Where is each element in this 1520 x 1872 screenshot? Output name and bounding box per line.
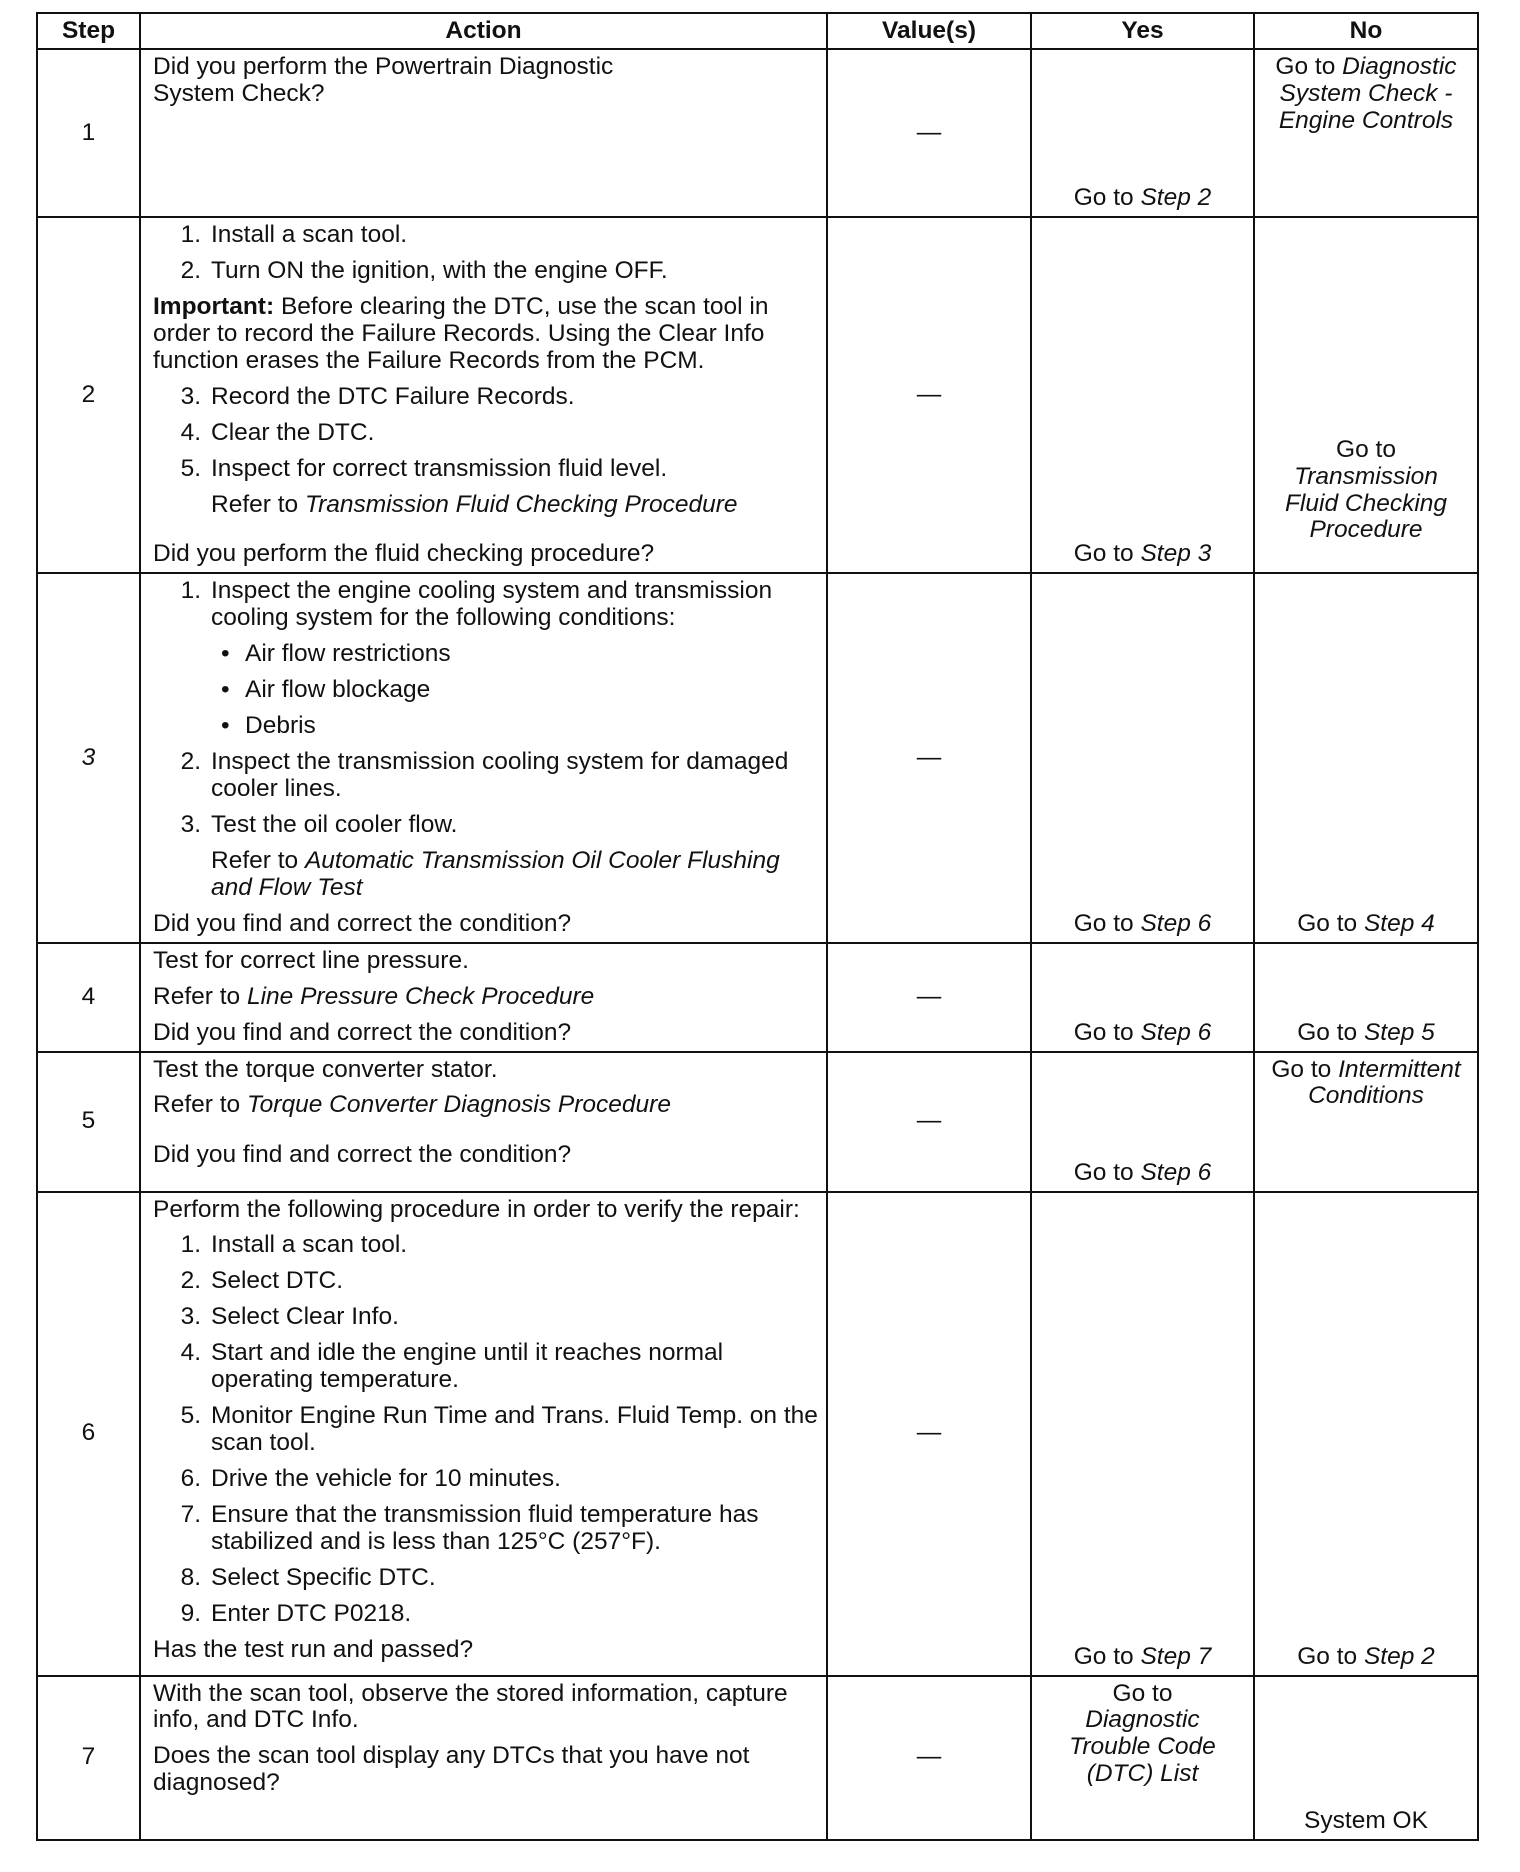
value-cell: — [827, 217, 1031, 573]
value-cell: — [827, 1192, 1031, 1676]
yes-link[interactable]: Diagnostic Trouble Code (DTC) List [1069, 1706, 1216, 1788]
table-row [37, 943, 1478, 1052]
yes-result: Go to Step 7 [1073, 1642, 1212, 1670]
yes-link[interactable]: Step 6 [1140, 909, 1212, 937]
no-result: System OK [1304, 1806, 1428, 1834]
no-link[interactable]: Intermittent Conditions [1308, 1055, 1461, 1110]
no-result: Go to Intermittent Conditions [1271, 1055, 1461, 1110]
action-item: 2. Turn ON the ignition, with the engine OFF. [180, 256, 668, 284]
action-line: With the scan tool, observe the stored information, capture info, and DTC Info. [153, 1679, 788, 1734]
yes-cell [1031, 943, 1254, 1052]
action-cell [140, 49, 827, 217]
table-row [37, 1052, 1478, 1192]
step-number: 3 [37, 573, 140, 942]
value-cell: — [827, 573, 1031, 942]
action-item: 9. Enter DTC P0218. [180, 1599, 412, 1627]
action-item: 1. Inspect the engine cooling system and transmission cooling system for the following conditions: [180, 577, 773, 632]
header-action: Action [140, 13, 827, 49]
yes-link[interactable]: Step 2 [1140, 184, 1212, 212]
no-result: Go to Step 5 [1297, 1018, 1435, 1046]
no-link[interactable]: Transmission Fluid Checking Procedure [1284, 462, 1448, 544]
no-link[interactable]: Step 2 [1363, 1642, 1435, 1670]
step-number: 4 [37, 943, 140, 1052]
refer-line: Refer to Transmission Fluid Checking Procedure [211, 490, 738, 518]
action-question: Does the scan tool display any DTCs that you have not diagnosed? [153, 1742, 750, 1797]
action-item: 2. Inspect the transmission cooling system for damaged cooler lines. [180, 748, 789, 802]
action-question: Did you perform the fluid checking procedure? [153, 540, 655, 568]
yes-result: Go to Step 2 [1073, 184, 1212, 212]
refer-link[interactable]: Torque Converter Diagnosis Procedure [246, 1091, 671, 1119]
table-row [37, 1192, 1478, 1676]
header-step: Step [37, 13, 140, 49]
yes-cell [1031, 1676, 1254, 1840]
no-result: Go to Transmission Fluid Checking Procedure [1255, 437, 1477, 545]
value-cell: — [827, 943, 1031, 1052]
action-cell [140, 1052, 827, 1192]
action-item: 1. Install a scan tool. [180, 221, 408, 248]
action-item: 5. Monitor Engine Run Time and Trans. Fluid Temp. on the scan tool. [180, 1402, 818, 1457]
refer-line: Refer to Automatic Transmission Oil Cooler Flushing and Flow Test [211, 846, 780, 901]
action-item: 7. Ensure that the transmission fluid temperature has stabilized and is less than 125°C (257°F). [180, 1500, 759, 1555]
no-link[interactable]: Diagnostic System Check - Engine Controls [1278, 53, 1457, 134]
action-cell [140, 217, 827, 573]
no-link[interactable]: Step 4 [1363, 909, 1435, 937]
yes-cell [1031, 1192, 1254, 1676]
step-number: 5 [37, 1052, 140, 1192]
header-values: Value(s) [827, 13, 1031, 49]
yes-result: Go to Step 3 [1073, 540, 1212, 568]
table-row [37, 573, 1478, 942]
yes-cell [1031, 49, 1254, 217]
step-number: 6 [37, 1192, 140, 1676]
action-cell [140, 1676, 827, 1840]
no-link[interactable]: Step 5 [1363, 1018, 1435, 1046]
yes-result: Go to Step 6 [1073, 1018, 1212, 1046]
table-row [37, 49, 1478, 217]
action-line: Test for correct line pressure. [153, 946, 469, 974]
action-item: 3. Select Clear Info. [180, 1303, 399, 1331]
action-line: Test the torque converter stator. [153, 1055, 498, 1083]
yes-result: Go to Step 6 [1073, 909, 1212, 937]
no-cell [1254, 49, 1478, 217]
no-cell [1254, 573, 1478, 942]
header-no: No [1254, 13, 1478, 49]
no-result: Go to Step 2 [1297, 1642, 1435, 1670]
action-item: 4. Clear the DTC. [180, 418, 375, 446]
action-question: Has the test run and passed? [153, 1635, 474, 1663]
step-number: 1 [37, 49, 140, 217]
step-number: 2 [37, 217, 140, 573]
yes-link[interactable]: Step 6 [1140, 1018, 1212, 1046]
value-cell: — [827, 49, 1031, 217]
action-item: 2. Select DTC. [180, 1267, 344, 1295]
action-bullet: • Air flow restrictions [221, 640, 451, 668]
table-row [37, 1676, 1478, 1840]
no-cell [1254, 217, 1478, 573]
refer-link[interactable]: Automatic Transmission Oil Cooler Flushing and Flow Test [211, 846, 780, 901]
yes-result: Go to Step 6 [1073, 1158, 1212, 1186]
value-cell: — [827, 1676, 1031, 1840]
action-cell [140, 1192, 827, 1676]
action-item: 5. Inspect for correct transmission fluid level. [180, 454, 668, 482]
refer-link[interactable]: Line Pressure Check Procedure [246, 982, 595, 1010]
yes-cell [1031, 573, 1254, 942]
no-cell [1254, 1192, 1478, 1676]
refer-link[interactable]: Transmission Fluid Checking Procedure [304, 490, 738, 518]
action-question: Did you find and correct the condition? [153, 1141, 572, 1169]
no-result: Go to Step 4 [1297, 909, 1435, 937]
action-item: 1. Install a scan tool. [180, 1231, 408, 1259]
action-item: 3. Record the DTC Failure Records. [180, 382, 575, 410]
refer-line: Refer to Torque Converter Diagnosis Procedure [153, 1091, 671, 1119]
no-cell [1254, 1676, 1478, 1840]
yes-result: Go to Diagnostic Trouble Code (DTC) List [1032, 1677, 1253, 1789]
action-bullet: • Debris [221, 712, 316, 740]
action-cell [140, 943, 827, 1052]
step-number: 7 [37, 1676, 140, 1840]
action-question: Did you find and correct the condition? [153, 1018, 572, 1046]
important-note: Important: Before clearing the DTC, use the scan tool in order to record the Failure Records. Using the Clear Info function erases the Failure Records from the PCM. [153, 292, 769, 374]
refer-line: Refer to Line Pressure Check Procedure [153, 982, 595, 1010]
action-question: Did you find and correct the condition? [153, 909, 572, 937]
diagnostic-table [36, 12, 1479, 1841]
yes-link[interactable]: Step 6 [1140, 1158, 1212, 1186]
action-item: 8. Select Specific DTC. [180, 1563, 436, 1591]
action-bullet: • Air flow blockage [221, 676, 431, 704]
yes-cell [1031, 217, 1254, 573]
action-item: 6. Drive the vehicle for 10 minutes. [180, 1465, 561, 1492]
action-question: Did you perform the Powertrain Diagnostic System Check? [153, 53, 614, 107]
no-cell [1254, 1052, 1478, 1192]
table-row [37, 217, 1478, 573]
yes-link[interactable]: Step 7 [1140, 1642, 1212, 1670]
action-item: 4. Start and idle the engine until it reaches normal operating temperature. [180, 1339, 724, 1394]
no-result: Go to Diagnostic System Check - Engine Controls [1275, 53, 1457, 134]
header-yes: Yes [1031, 13, 1254, 49]
no-cell [1254, 943, 1478, 1052]
yes-cell [1031, 1052, 1254, 1192]
action-intro: Perform the following procedure in order to verify the repair: [153, 1195, 800, 1223]
action-item: 3. Test the oil cooler flow. [180, 810, 458, 838]
action-cell [140, 573, 827, 942]
header-row [37, 13, 1478, 49]
value-cell: — [827, 1052, 1031, 1192]
yes-link[interactable]: Step 3 [1140, 540, 1212, 568]
